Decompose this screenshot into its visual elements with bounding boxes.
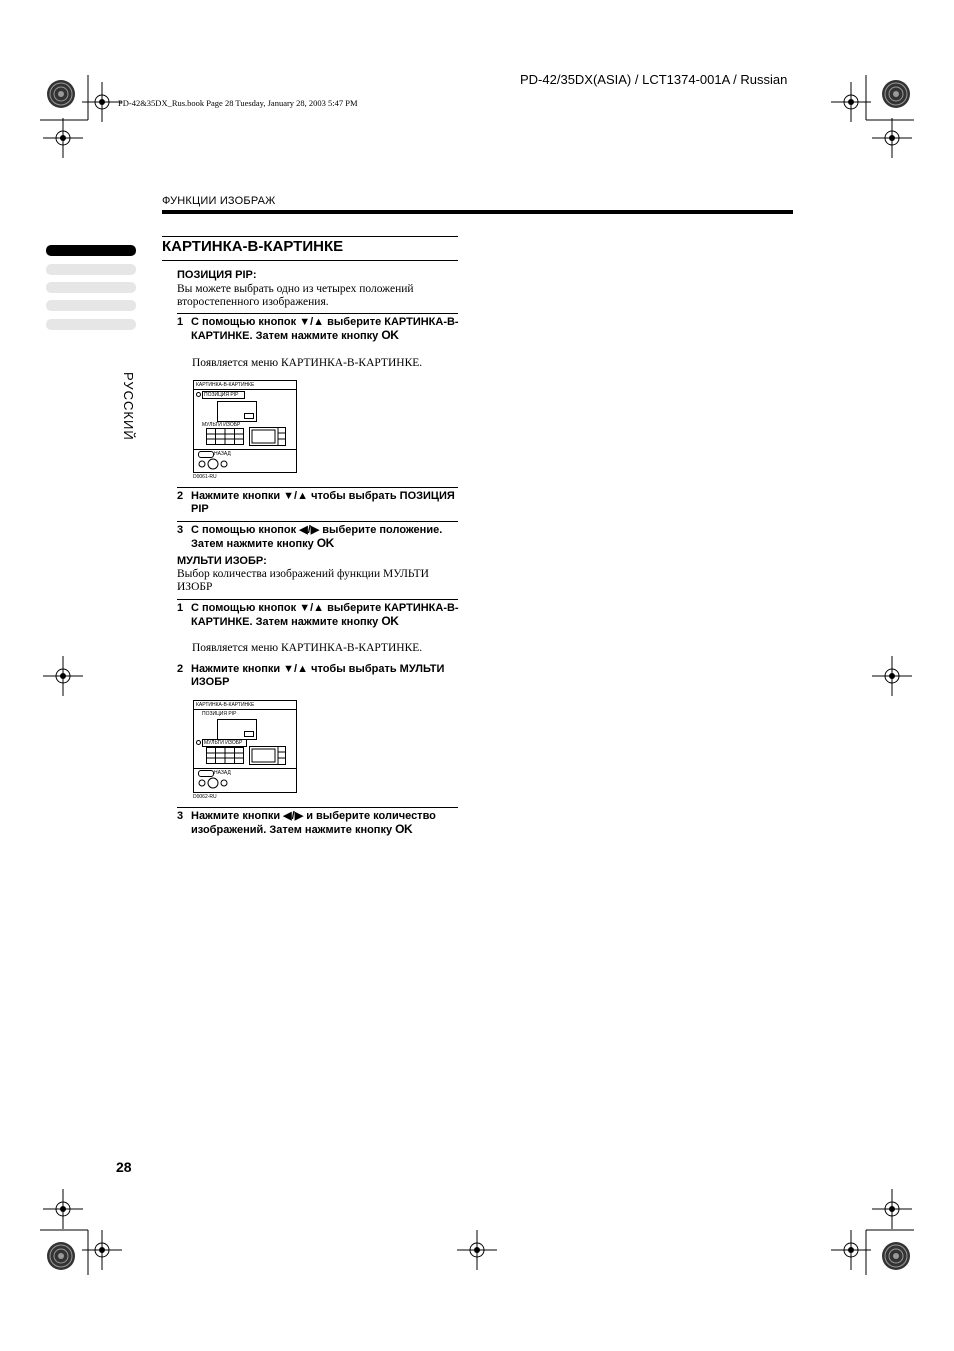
pip-step-2 [177,490,459,518]
ok-icon: OK [395,822,413,836]
ok-icon: OK [381,328,399,342]
rule [177,313,458,314]
multi-step-2 [177,663,459,691]
multi-grid-icon [206,428,244,445]
menu-item-multi-image: МУЛЬТИ ИЗОБР [202,422,241,428]
pip-position-description: Вы можете выбрать одно из четырех положений второстепенного изображения. [177,283,414,308]
multi-image-label: МУЛЬТИ ИЗОБР: [177,555,267,567]
ok-icon: OK [381,614,399,628]
title-rule-top [162,236,458,237]
step-text: чтобы выбрать МУЛЬТИ ИЗОБР [191,663,445,688]
step-number: 2 [177,490,184,502]
left-right-arrows-icon: ◀/▶ [299,524,320,536]
screenshot-code-2: D0062-RU [193,794,217,800]
menu-title-rule [194,389,296,390]
side-tab [46,282,136,293]
doc-code: PD-42/35DX(ASIA) / LCT1374-001A / Russian [520,72,788,87]
step-text: выберите КАРТИНКА-В-КАРТИНКЕ. Затем нажмите кнопку [191,602,459,628]
menu-item-multi-image: МУЛЬТИ ИЗОБР [202,739,247,747]
step-number: 3 [177,524,184,536]
multi-step-1 [177,602,459,642]
menu-title: КАРТИНКА-В-КАРТИНКЕ [196,702,255,708]
multi-step-1-note: Появляется меню КАРТИНКА-В-КАРТИНКЕ. [192,642,423,654]
ok-icon: OK [316,536,334,550]
step-text: С помощью кнопок [191,316,297,328]
down-up-arrows-icon: ▼/▲ [299,316,325,328]
side-tab [46,264,136,275]
menu-footer-rule [194,449,296,450]
down-up-arrows-icon: ▼/▲ [283,663,309,675]
screenshot-code-1: D0061-RU [193,474,217,480]
pip-step-1-note: Появляется меню КАРТИНКА-В-КАРТИНКЕ. [192,357,423,369]
step-text: и выберите количество изображений. Затем нажмите кнопку [191,810,436,836]
pip-subwindow [244,731,254,737]
page-title: КАРТИНКА-В-КАРТИНКЕ [162,238,344,255]
menu-item-pip-position: ПОЗИЦИЯ PIP [202,711,237,717]
joystick-icon [197,776,229,790]
step-text: чтобы выбрать ПОЗИЦИЯ PIP [191,490,455,515]
pip-preview [217,719,257,740]
pip-position-label: ПОЗИЦИЯ PIP: [177,269,257,281]
pip-subwindow [244,413,254,419]
rule [177,807,458,808]
title-rule-bottom [162,260,458,261]
book-info: PD-42&35DX_Rus.book Page 28 Tuesday, January 28, 2003 5:47 PM [118,98,358,108]
back-label: НАЗАД [214,770,231,776]
section-rule [162,210,793,214]
side-language-label: РУССКИЙ [121,372,136,441]
menu-item-pip-position: ПОЗИЦИЯ PIP [202,391,245,399]
menu-screenshot-2 [193,700,297,793]
menu-screenshot-1 [193,380,297,473]
multi-split-icon [249,746,286,765]
side-tab-active [46,245,136,256]
step-number: 3 [177,810,184,822]
menu-footer-rule [194,768,296,769]
step-text: выберите КАРТИНКА-В-КАРТИНКЕ. Затем нажмите кнопку [191,316,459,342]
down-up-arrows-icon: ▼/▲ [299,602,325,614]
menu-title: КАРТИНКА-В-КАРТИНКЕ [196,382,255,388]
multi-image-description: Выбор количества изображений функции МУЛЬТИ ИЗОБР [177,568,429,593]
side-tab [46,319,136,330]
step-text: С помощью кнопок [191,524,297,536]
step-number: 1 [177,316,184,328]
back-label: НАЗАД [214,451,231,457]
multi-grid-icon [206,747,244,764]
rule [177,599,458,600]
side-tab [46,300,136,311]
step-text: С помощью кнопок [191,602,297,614]
multi-step-3 [177,810,459,838]
selection-cursor-icon [196,392,201,397]
step-text: Нажмите кнопки [191,810,281,822]
step-text: выберите положение. Затем нажмите кнопку [191,524,443,550]
menu-title-rule [194,709,296,710]
step-text: Нажмите кнопки [191,490,281,502]
multi-split-icon [249,427,286,446]
rule [177,487,458,488]
selection-cursor-icon [196,740,201,745]
step-number: 2 [177,663,184,675]
section-title: ФУНКЦИИ ИЗОБРАЖ [162,195,276,207]
step-text: Нажмите кнопки [191,663,281,675]
pip-preview [217,401,257,422]
left-right-arrows-icon: ◀/▶ [283,810,304,822]
down-up-arrows-icon: ▼/▲ [283,490,309,502]
joystick-icon [197,457,229,471]
step-number: 1 [177,602,184,614]
page-number: 28 [116,1159,132,1175]
pip-step-3 [177,524,459,552]
rule [177,521,458,522]
pip-step-1 [177,316,459,356]
